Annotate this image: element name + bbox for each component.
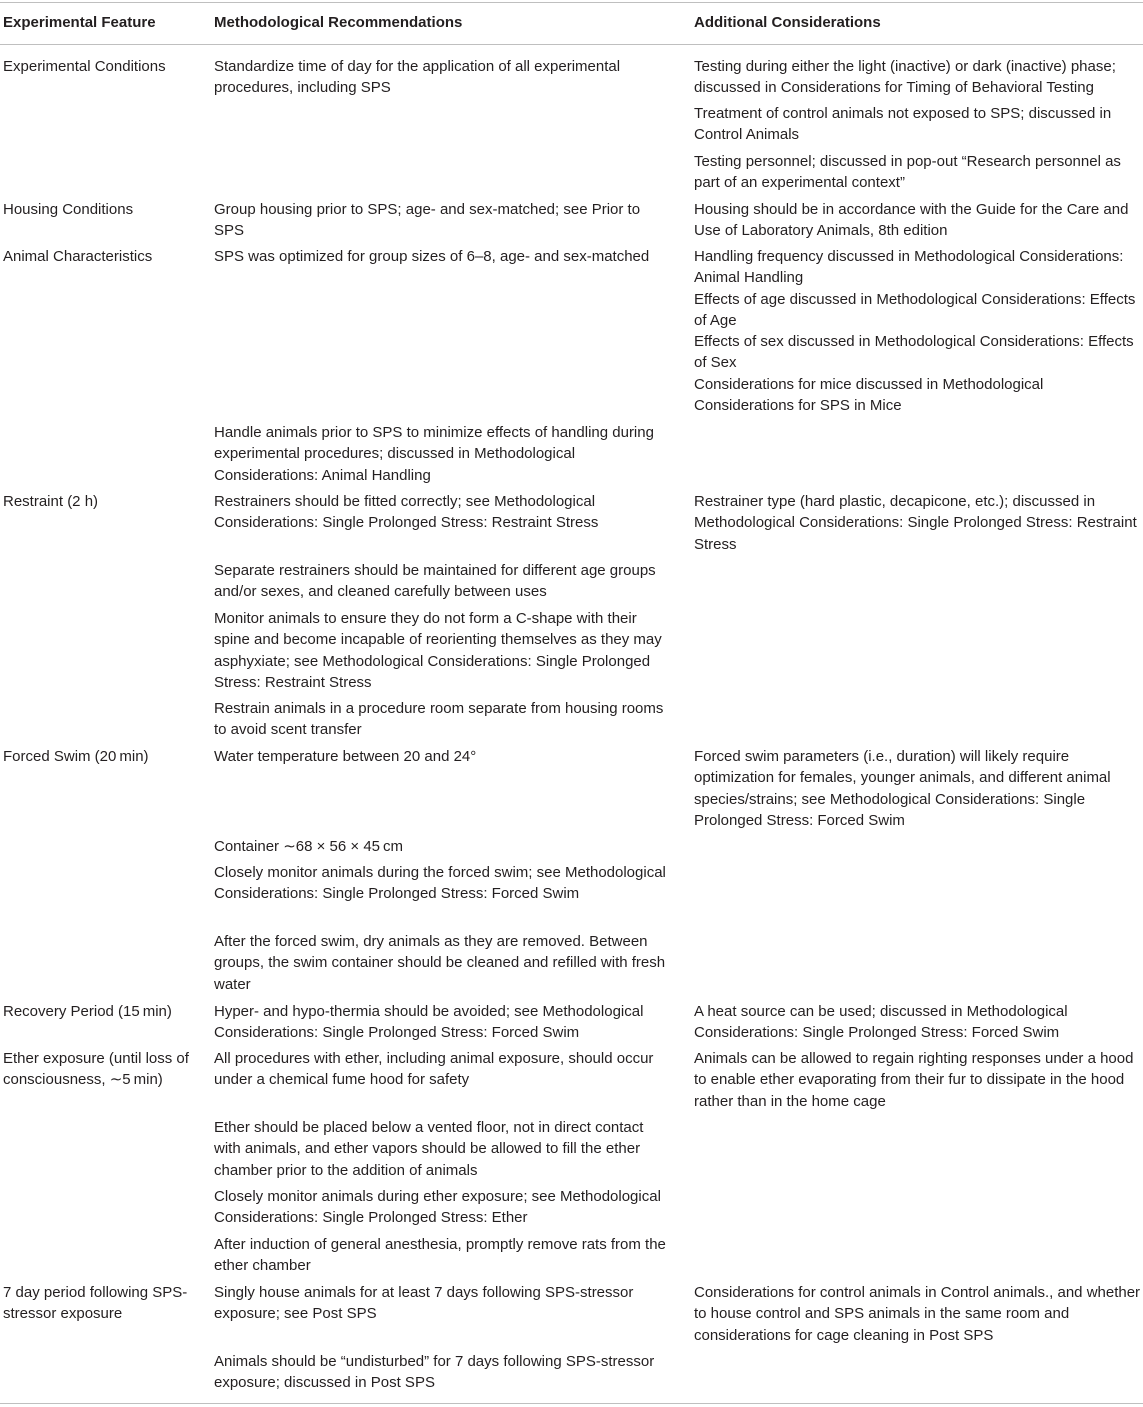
cell-recommendation: Water temperature between 20 and 24° xyxy=(214,748,477,765)
header-experimental-feature: Experimental Feature xyxy=(3,14,156,31)
cell-feature: 7 day period following SPS-stressor exposure xyxy=(3,1284,188,1323)
cell-feature: Recovery Period (15 min) xyxy=(3,1003,172,1020)
cell-consideration: Handling frequency discussed in Methodological Considerations: Animal Handling xyxy=(694,248,1124,287)
cell-consideration: Treatment of control animals not exposed to SPS; discussed in Control Animals xyxy=(694,105,1112,144)
cell-recommendation: After the forced swim, dry animals as they are removed. Between groups, the swim container should be cleaned and refilled with fresh water xyxy=(214,933,666,993)
cell-recommendation: Animals should be “undisturbed” for 7 days following SPS-stressor exposure; discussed in Post SPS xyxy=(214,1353,655,1392)
cell-recommendation: Monitor animals to ensure they do not form a C-shape with their spine and become incapable of reorienting themselves as they may asphyxiate; see Methodological Considerations: Single Prolonged Stress: Restraint Stress xyxy=(214,610,662,691)
cell-consideration: Effects of age discussed in Methodological Considerations: Effects of Age xyxy=(694,291,1136,330)
cell-consideration: Considerations for control animals in Control animals., and whether to house control and SPS animals in the same room and considerations for cage cleaning in Post SPS xyxy=(694,1284,1141,1344)
cell-recommendation: Group housing prior to SPS; age- and sex-matched; see Prior to SPS xyxy=(214,201,641,240)
cell-consideration: Testing personnel; discussed in pop-out “Research personnel as part of an experimental context” xyxy=(694,153,1121,192)
header-rule xyxy=(0,44,1143,45)
cell-feature: Housing Conditions xyxy=(3,201,134,218)
cell-feature: Animal Characteristics xyxy=(3,248,153,265)
cell-feature: Forced Swim (20 min) xyxy=(3,748,149,765)
cell-recommendation: All procedures with ether, including animal exposure, should occur under a chemical fume hood for safety xyxy=(214,1050,654,1089)
cell-recommendation: Closely monitor animals during the forced swim; see Methodological Considerations: Single Prolonged Stress: Forced Swim xyxy=(214,864,666,903)
cell-consideration: A heat source can be used; discussed in Methodological Considerations: Single Prolonged Stress: Forced Swim xyxy=(694,1003,1068,1042)
cell-recommendation: Standardize time of day for the application of all experimental procedures, including SPS xyxy=(214,58,621,97)
header-additional-considerations: Additional Considerations xyxy=(694,14,881,31)
cell-consideration: Testing during either the light (inactive) or dark (inactive) phase; discussed in Considerations for Timing of Behavioral Testing xyxy=(694,58,1116,97)
cell-consideration: Forced swim parameters (i.e., duration) will likely require optimization for females, younger animals, and different animal species/strains; see Methodological Considerations: Single Prolonged Stress: Forced Swim xyxy=(694,748,1111,829)
cell-recommendation: SPS was optimized for group sizes of 6–8, age- and sex-matched xyxy=(214,248,650,265)
cell-recommendation: Singly house animals for at least 7 days following SPS-stressor exposure; see Post SPS xyxy=(214,1284,634,1323)
cell-recommendation: Separate restrainers should be maintained for different age groups and/or sexes, and cleaned carefully between uses xyxy=(214,562,656,601)
top-rule xyxy=(0,2,1143,3)
cell-recommendation: Closely monitor animals during ether exposure; see Methodological Considerations: Single Prolonged Stress: Ether xyxy=(214,1188,661,1227)
cell-consideration: Restrainer type (hard plastic, decapicone, etc.); discussed in Methodological Considerations: Single Prolonged Stress: Restraint Stress xyxy=(694,493,1137,553)
cell-consideration: Considerations for mice discussed in Methodological Considerations for SPS in Mice xyxy=(694,376,1044,415)
cell-recommendation: After induction of general anesthesia, promptly remove rats from the ether chamber xyxy=(214,1236,666,1275)
bottom-rule xyxy=(0,1403,1143,1404)
cell-consideration: Animals can be allowed to regain righting responses under a hood to enable ether evaporating from their fur to dissipate in the hood rather than in the home cage xyxy=(694,1050,1134,1110)
cell-feature: Restraint (2 h) xyxy=(3,493,99,510)
cell-recommendation: Ether should be placed below a vented floor, not in direct contact with animals, and ether vapors should be allowed to fill the ether chamber prior to the addition of animals xyxy=(214,1119,644,1179)
cell-consideration: Effects of sex discussed in Methodological Considerations: Effects of Sex xyxy=(694,333,1134,372)
cell-recommendation: Handle animals prior to SPS to minimize effects of handling during experimental procedures; discussed in Methodological Considerations: Animal Handling xyxy=(214,424,654,484)
cell-feature: Ether exposure (until loss of consciousness, ∼5 min) xyxy=(3,1050,189,1089)
cell-recommendation: Restrainers should be fitted correctly; see Methodological Considerations: Single Prolonged Stress: Restraint Stress xyxy=(214,493,599,532)
cell-feature: Experimental Conditions xyxy=(3,58,166,75)
header-methodological-recommendations: Methodological Recommendations xyxy=(214,14,463,31)
cell-consideration: Housing should be in accordance with the Guide for the Care and Use of Laboratory Animals, 8th edition xyxy=(694,201,1129,240)
cell-recommendation: Container ∼68 × 56 × 45 cm xyxy=(214,838,404,855)
cell-recommendation: Restrain animals in a procedure room separate from housing rooms to avoid scent transfer xyxy=(214,700,664,739)
cell-recommendation: Hyper- and hypo-thermia should be avoided; see Methodological Considerations: Single Prolonged Stress: Forced Swim xyxy=(214,1003,644,1042)
